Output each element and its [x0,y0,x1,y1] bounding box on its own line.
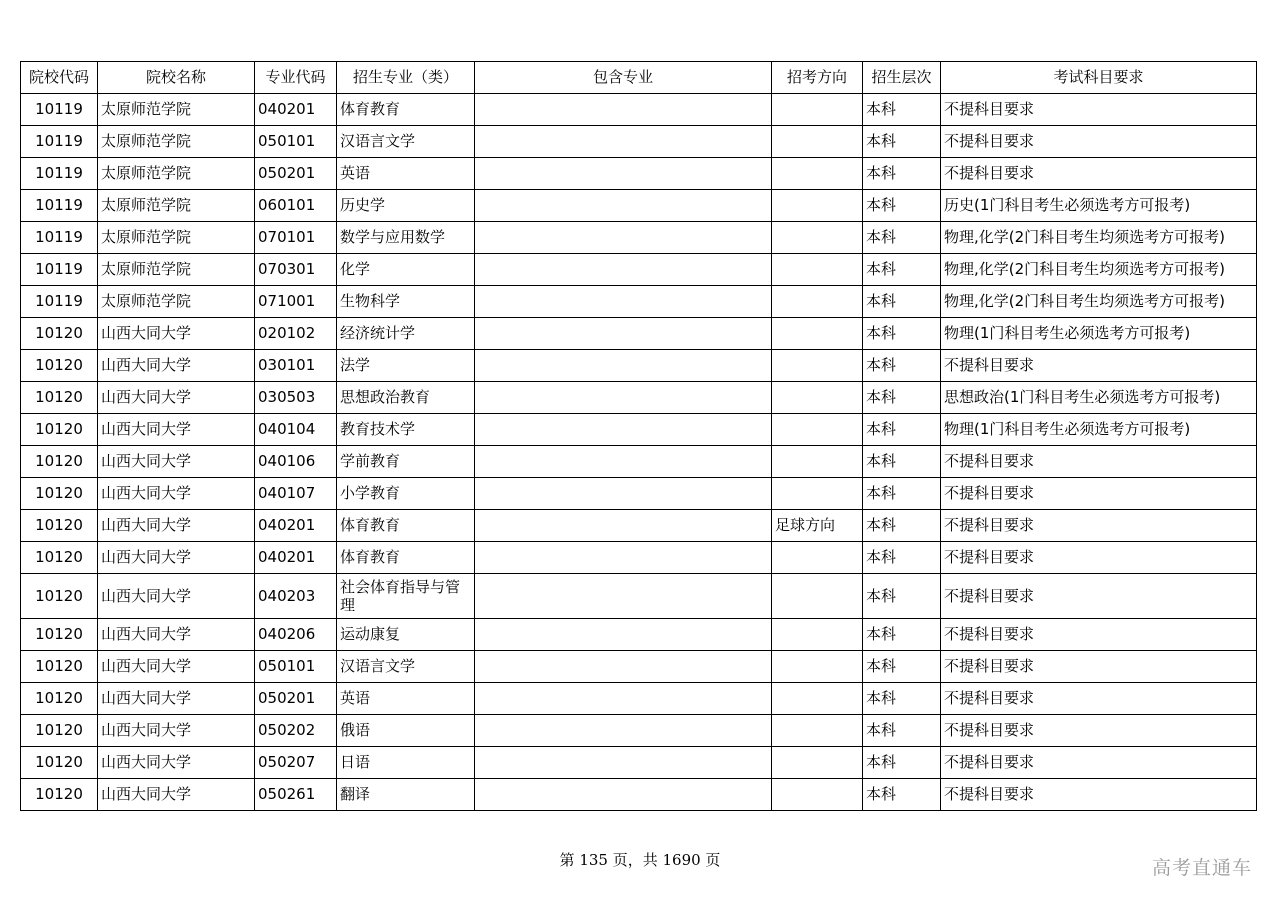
table-row [21,478,1257,510]
cell-direction [772,683,863,715]
cell-school-name: 山西大同大学 [98,478,255,510]
cell-subject-requirement: 不提科目要求 [941,574,1257,619]
cell-school-name: 太原师范学院 [98,158,255,190]
cell-direction: 足球方向 [772,510,863,542]
cell-direction [772,190,863,222]
cell-major: 体育教育 [337,542,475,574]
cell-direction [772,318,863,350]
cell-school-name: 山西大同大学 [98,446,255,478]
cell-subject-requirement: 物理(1门科目考生必须选考方可报考) [941,318,1257,350]
cell-included-majors [475,222,772,254]
cell-major: 体育教育 [337,510,475,542]
cell-included-majors [475,542,772,574]
cell-level: 本科 [863,382,941,414]
cell-school-name: 山西大同大学 [98,414,255,446]
table-body [21,94,1257,811]
cell-major: 翻译 [337,779,475,811]
page-footer: 第 135 页，共 1690 页 [559,851,721,869]
cell-major: 社会体育指导与管理 [337,574,475,619]
cell-major: 运动康复 [337,619,475,651]
cell-major-code: 070301 [255,254,337,286]
cell-direction [772,779,863,811]
cell-included-majors [475,94,772,126]
cell-level: 本科 [863,190,941,222]
cell-school-name: 太原师范学院 [98,222,255,254]
table-row [21,254,1257,286]
cell-school-name: 山西大同大学 [98,651,255,683]
cell-subject-requirement: 不提科目要求 [941,619,1257,651]
table-row [21,318,1257,350]
cell-major-code: 040106 [255,446,337,478]
cell-level: 本科 [863,779,941,811]
cell-major: 教育技术学 [337,414,475,446]
cell-school-code: 10120 [21,350,98,382]
table-row [21,414,1257,446]
cell-school-code: 10119 [21,158,98,190]
cell-level: 本科 [863,350,941,382]
cell-major: 化学 [337,254,475,286]
cell-subject-requirement: 物理(1门科目考生必须选考方可报考) [941,414,1257,446]
cell-subject-requirement: 不提科目要求 [941,542,1257,574]
cell-included-majors [475,126,772,158]
cell-major-code: 071001 [255,286,337,318]
cell-major: 思想政治教育 [337,382,475,414]
cell-level: 本科 [863,94,941,126]
cell-included-majors [475,414,772,446]
cell-major-code: 040206 [255,619,337,651]
cell-major-code: 040201 [255,542,337,574]
cell-major: 日语 [337,747,475,779]
cell-major: 经济统计学 [337,318,475,350]
cell-school-code: 10120 [21,382,98,414]
cell-school-code: 10119 [21,286,98,318]
table-row [21,382,1257,414]
cell-included-majors [475,158,772,190]
cell-included-majors [475,779,772,811]
header-direction: 招考方向 [772,62,863,94]
cell-school-name: 山西大同大学 [98,715,255,747]
cell-school-name: 太原师范学院 [98,94,255,126]
cell-major-code: 030503 [255,382,337,414]
cell-direction [772,222,863,254]
cell-direction [772,254,863,286]
cell-school-name: 山西大同大学 [98,382,255,414]
cell-school-code: 10120 [21,414,98,446]
cell-major: 体育教育 [337,94,475,126]
cell-included-majors [475,478,772,510]
cell-direction [772,94,863,126]
cell-direction [772,446,863,478]
table-row [21,683,1257,715]
cell-direction [772,747,863,779]
cell-school-name: 太原师范学院 [98,286,255,318]
header-school-name: 院校名称 [98,62,255,94]
cell-subject-requirement: 不提科目要求 [941,158,1257,190]
cell-school-name: 山西大同大学 [98,510,255,542]
cell-major-code: 060101 [255,190,337,222]
table-row [21,222,1257,254]
cell-school-name: 山西大同大学 [98,318,255,350]
cell-direction [772,651,863,683]
table-row [21,510,1257,542]
cell-subject-requirement: 不提科目要求 [941,350,1257,382]
cell-school-name: 山西大同大学 [98,542,255,574]
cell-school-code: 10120 [21,779,98,811]
cell-included-majors [475,286,772,318]
watermark: 高考直通车 [1151,857,1252,879]
cell-school-name: 山西大同大学 [98,350,255,382]
cell-major-code: 030101 [255,350,337,382]
cell-school-code: 10119 [21,254,98,286]
cell-level: 本科 [863,254,941,286]
cell-included-majors [475,318,772,350]
table-row [21,651,1257,683]
cell-subject-requirement: 思想政治(1门科目考生必须选考方可报考) [941,382,1257,414]
cell-subject-requirement: 物理,化学(2门科目考生均须选考方可报考) [941,286,1257,318]
cell-direction [772,414,863,446]
cell-level: 本科 [863,414,941,446]
cell-level: 本科 [863,222,941,254]
table-row [21,350,1257,382]
cell-included-majors [475,510,772,542]
cell-school-name: 太原师范学院 [98,190,255,222]
header-major-code: 专业代码 [255,62,337,94]
cell-major-code: 020102 [255,318,337,350]
cell-included-majors [475,254,772,286]
cell-major-code: 050101 [255,126,337,158]
cell-major: 历史学 [337,190,475,222]
cell-school-name: 山西大同大学 [98,747,255,779]
cell-direction [772,542,863,574]
cell-school-name: 太原师范学院 [98,126,255,158]
header-row [21,62,1257,94]
table-row [21,574,1257,619]
cell-major: 俄语 [337,715,475,747]
cell-school-code: 10120 [21,446,98,478]
cell-school-code: 10119 [21,222,98,254]
cell-major: 汉语言文学 [337,651,475,683]
cell-included-majors [475,715,772,747]
cell-level: 本科 [863,619,941,651]
cell-subject-requirement: 不提科目要求 [941,779,1257,811]
cell-included-majors [475,350,772,382]
cell-subject-requirement: 物理,化学(2门科目考生均须选考方可报考) [941,254,1257,286]
cell-school-name: 山西大同大学 [98,683,255,715]
cell-school-code: 10120 [21,574,98,619]
cell-level: 本科 [863,542,941,574]
table-row [21,779,1257,811]
cell-direction [772,478,863,510]
cell-school-code: 10120 [21,715,98,747]
table-row [21,126,1257,158]
cell-major: 法学 [337,350,475,382]
cell-major-code: 040107 [255,478,337,510]
cell-subject-requirement: 不提科目要求 [941,683,1257,715]
cell-major: 汉语言文学 [337,126,475,158]
cell-school-code: 10120 [21,478,98,510]
cell-subject-requirement: 物理,化学(2门科目考生均须选考方可报考) [941,222,1257,254]
cell-school-code: 10120 [21,318,98,350]
cell-major: 英语 [337,683,475,715]
cell-level: 本科 [863,651,941,683]
cell-major: 数学与应用数学 [337,222,475,254]
cell-subject-requirement: 不提科目要求 [941,446,1257,478]
cell-level: 本科 [863,510,941,542]
cell-included-majors [475,651,772,683]
cell-level: 本科 [863,747,941,779]
cell-included-majors [475,619,772,651]
table-row [21,446,1257,478]
cell-school-name: 太原师范学院 [98,254,255,286]
cell-direction [772,286,863,318]
cell-included-majors [475,382,772,414]
cell-major: 生物科学 [337,286,475,318]
cell-major-code: 050207 [255,747,337,779]
cell-school-code: 10119 [21,190,98,222]
cell-major: 英语 [337,158,475,190]
cell-school-name: 山西大同大学 [98,619,255,651]
cell-level: 本科 [863,574,941,619]
cell-level: 本科 [863,478,941,510]
cell-major: 学前教育 [337,446,475,478]
cell-school-name: 山西大同大学 [98,779,255,811]
cell-school-code: 10120 [21,510,98,542]
table-row [21,94,1257,126]
cell-subject-requirement: 不提科目要求 [941,126,1257,158]
cell-level: 本科 [863,158,941,190]
admission-table [20,61,1257,811]
cell-included-majors [475,446,772,478]
cell-subject-requirement: 不提科目要求 [941,510,1257,542]
cell-level: 本科 [863,126,941,158]
table-row [21,190,1257,222]
table-row [21,286,1257,318]
cell-level: 本科 [863,715,941,747]
cell-major-code: 050202 [255,715,337,747]
header-school-code: 院校代码 [21,62,98,94]
cell-direction [772,126,863,158]
cell-direction [772,158,863,190]
cell-included-majors [475,190,772,222]
cell-school-name: 山西大同大学 [98,574,255,619]
table-row [21,158,1257,190]
header-level: 招生层次 [863,62,941,94]
cell-direction [772,619,863,651]
table-row [21,619,1257,651]
cell-major-code: 050201 [255,683,337,715]
cell-subject-requirement: 不提科目要求 [941,651,1257,683]
table-row [21,542,1257,574]
cell-major-code: 040201 [255,510,337,542]
header-subject-requirement: 考试科目要求 [941,62,1257,94]
cell-major: 小学教育 [337,478,475,510]
table-row [21,715,1257,747]
cell-subject-requirement: 不提科目要求 [941,715,1257,747]
cell-major-code: 040203 [255,574,337,619]
cell-subject-requirement: 历史(1门科目考生必须选考方可报考) [941,190,1257,222]
cell-school-code: 10120 [21,747,98,779]
table-row [21,747,1257,779]
header-major: 招生专业（类） [337,62,475,94]
cell-school-code: 10120 [21,619,98,651]
cell-direction [772,350,863,382]
cell-major-code: 050101 [255,651,337,683]
cell-level: 本科 [863,683,941,715]
cell-major-code: 050261 [255,779,337,811]
cell-included-majors [475,574,772,619]
cell-school-code: 10120 [21,683,98,715]
cell-school-code: 10119 [21,94,98,126]
cell-major-code: 040201 [255,94,337,126]
cell-school-code: 10119 [21,126,98,158]
cell-school-code: 10120 [21,542,98,574]
cell-major-code: 070101 [255,222,337,254]
cell-direction [772,715,863,747]
cell-major-code: 040104 [255,414,337,446]
header-included-majors: 包含专业 [475,62,772,94]
cell-major-code: 050201 [255,158,337,190]
cell-subject-requirement: 不提科目要求 [941,478,1257,510]
cell-direction [772,382,863,414]
cell-direction [772,574,863,619]
cell-level: 本科 [863,318,941,350]
cell-included-majors [475,683,772,715]
cell-included-majors [475,747,772,779]
cell-subject-requirement: 不提科目要求 [941,747,1257,779]
cell-school-code: 10120 [21,651,98,683]
cell-level: 本科 [863,286,941,318]
cell-subject-requirement: 不提科目要求 [941,94,1257,126]
cell-level: 本科 [863,446,941,478]
